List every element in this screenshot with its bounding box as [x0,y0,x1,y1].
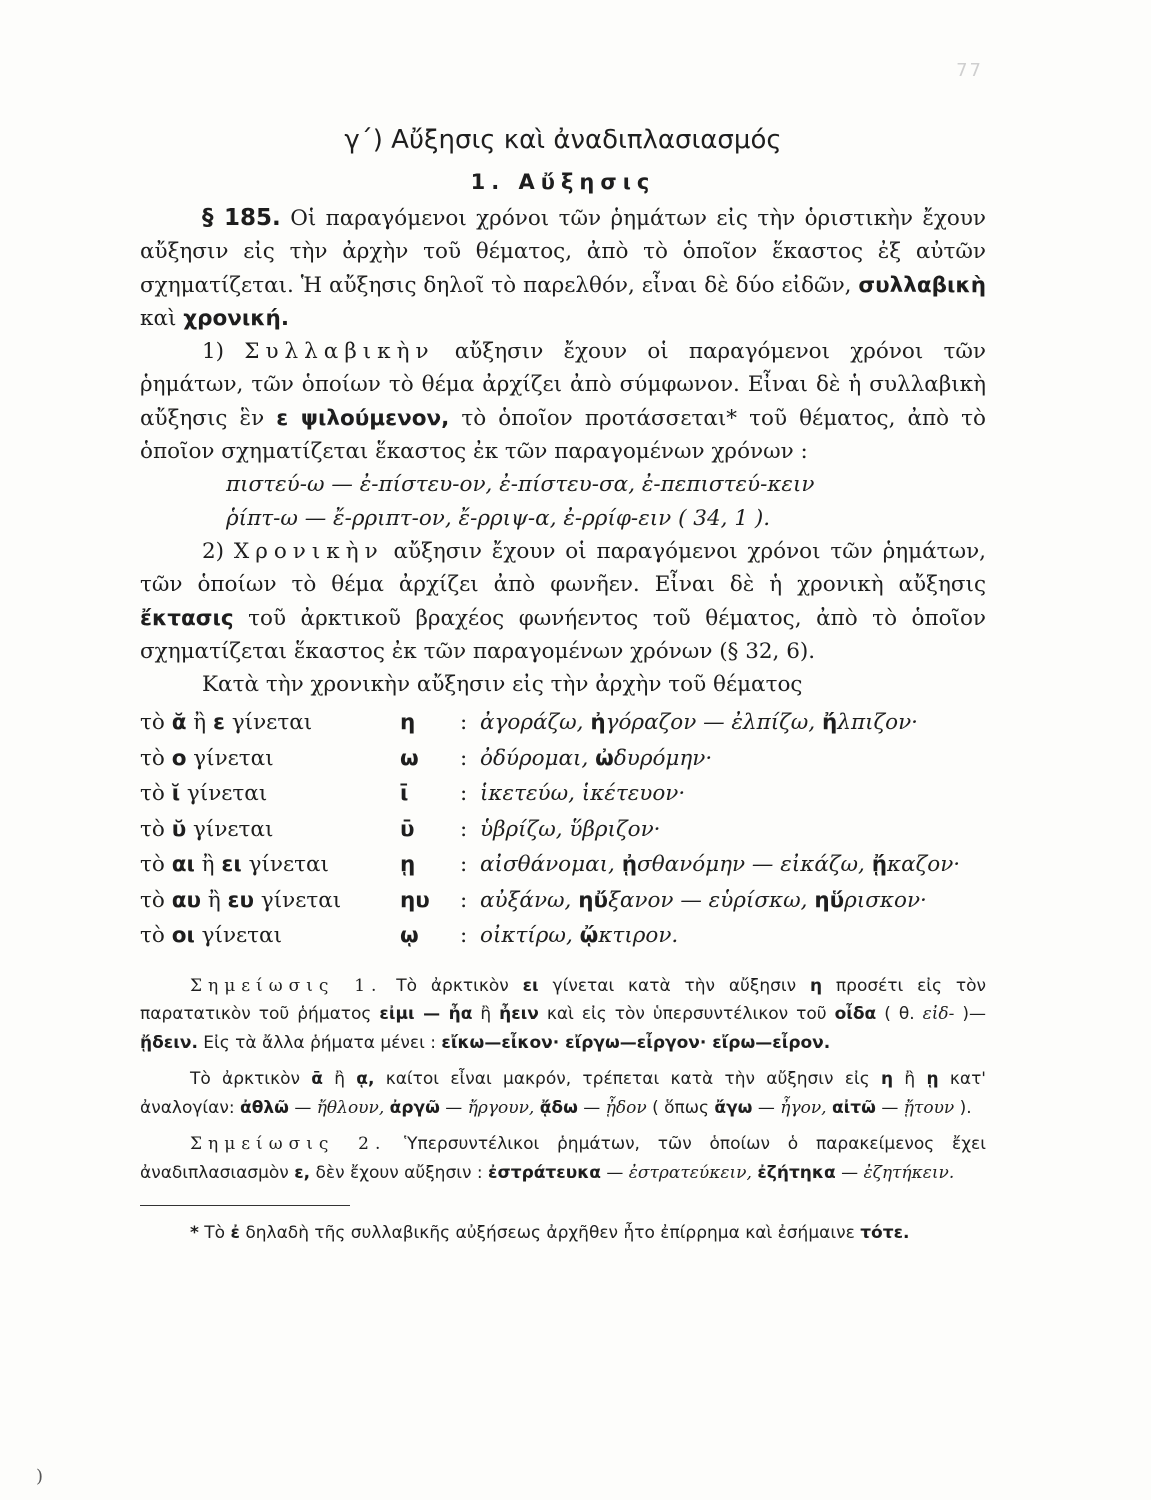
paragraph-185 [140,202,986,335]
page-number: 77 [956,60,983,81]
rule-intro: Κατὰ τὴν χρονικὴν αὔξησιν εἰς τὴν ἀρχὴν τοῦ θέματος [202,672,803,698]
item-number: 1) [202,339,245,365]
table-row [140,847,986,883]
paragraph-syllabic [140,335,986,468]
note-label: Σημείωσις 2. [190,1134,387,1155]
table-row [140,776,986,812]
term-syllabic: συλλαβικὴ [858,272,986,298]
example-line: πιστεύ-ω — ἐ-πίστευ-ον, ἐ-πίστευ-σα, ἐ-πεπιστεύ-κειν [226,472,815,498]
examples-syllabic [140,468,986,535]
colon: : [460,852,468,878]
colon: : [460,745,468,771]
vowel-cell: τὸ αυ ἢ ευ γίνεται [140,887,342,913]
example-cell: οἰκτίρω, ᾤκτιρον. [480,923,679,949]
table-row [140,741,986,777]
paragraph-temporal [140,535,986,668]
table-row [140,918,986,954]
term-temporal-spaced: Χρονικὴν [233,538,384,564]
period: . [280,305,290,331]
colon: : [460,781,468,807]
term-epsilon: ε ψιλούμενον, [276,405,450,431]
colon: : [460,923,468,949]
conjunction: καὶ [140,305,184,331]
term-syllabic-spaced: Συλλαβικὴν [244,339,435,365]
note-1-continued: Τὸ ἀρκτικὸν ᾱ ἢ ᾳ, καίτοι εἶναι μακρόν, τρέπεται κατὰ τὴν αὔξησιν εἰς η ἢ ῃ κατ' ἀναλογίαν: ἀθλῶ — ἤθλουν, ἀργῶ — ἤργουν, ᾄδω — ᾖδον ( ὅπως ἄγω — ἦγον, αἰτῶ — ᾔτουν ). [140,1069,986,1118]
example-cell: ὑβρίζω, ὕβριζον· [480,816,661,842]
term-temporal: χρονική [183,305,281,331]
paragraph-text: Οἱ παραγόμενοι χρόνοι τῶν ῥημάτων εἰς τὴν ὁριστικὴν ἔχουν αὔξησιν εἰς τὴν ἀρχὴν τοῦ θέματος, ἀπὸ τὸ ὁποῖον ἕκαστος ἐξ αὐτῶν σχηματίζεται. Ἡ αὔξησις δηλοῖ τὸ παρελθόν, εἶναι δὲ δύο εἰδῶν, [140,206,986,298]
vowel-cell: τὸ ο γίνεται [140,745,274,771]
paragraph-text: τοῦ ἀρκτικοῦ βραχέος φωνήεντος τοῦ θέματος, ἀπὸ τὸ ὁποῖον σχηματίζεται ἕκαστος ἐκ τῶν παραγομένων χρόνων (§ 32, 6). [140,605,986,664]
colon: : [460,887,468,913]
paragraph-text: τὸ ὁποῖον προτάσσεται* τοῦ θέματος, ἀπὸ τὸ ὁποῖον σχηματίζεται ἕκαστος ἐκ τῶν παραγομένων χρόνων : [140,405,986,465]
section-heading: 1. Αὔξησις [470,170,656,194]
result-cell: ῡ [400,816,415,842]
result-cell: ῳ [400,923,419,949]
item-number: 2) [202,538,234,564]
paragraph-text: αὔξησιν ἔχουν οἱ παραγόμενοι χρόνοι τῶν ῥημάτων, τῶν ὁποίων τὸ θέμα ἀρχίζει ἀπὸ φωνῆεν. Εἶναι δὲ ἡ χρονικὴ αὔξησις [140,538,986,598]
paragraph-number: § 185. [202,205,281,231]
example-cell: ὀδύρομαι, ὠδυρόμην· [480,745,713,771]
vowel-cell: τὸ αι ἢ ει γίνεται [140,852,329,878]
result-cell: η [400,710,416,736]
vowel-cell: τὸ ῐ γίνεται [140,781,268,807]
result-cell: ηυ [400,887,430,913]
colon: : [460,816,468,842]
corner-mark: ) [36,1466,44,1487]
text-column [140,118,986,1248]
note-2: Σημείωσις 2. Ὑπερσυντέλικοι ῥημάτων, τῶν ὁποίων ὁ παρακείμενος ἔχει ἀναδιπλασιασμὸν ε, δὲν ἔχουν αὔξησιν : ἐστράτευκα — ἐστρατεύκειν, ἐζήτηκα — ἐζητήκειν. [140,1134,986,1183]
example-cell: αἰσθάνομαι, ᾐσθανόμην — εἰκάζω, ᾔκαζον· [480,852,961,878]
note-label: Σημείωσις 1. [190,975,383,996]
table-row [140,812,986,848]
footnote-divider [140,1205,350,1206]
chapter-title: γ΄) Αὔξησις καὶ ἀναδιπλασιασμός [344,125,782,155]
augment-table [140,705,986,954]
footnote: * Τὸ ἐ δηλαδὴ τῆς συλλαβικῆς αὐξήσεως ἀρχῆθεν ἦτο ἐπίρρημα καὶ ἐσήμαινε τότε. [190,1223,910,1244]
colon: : [460,710,468,736]
notes [140,972,986,1188]
result-cell: ῑ [400,781,409,807]
example-cell: ἀγοράζω, ἠγόραζον — ἐλπίζω, ἤλπιζον· [480,710,919,736]
table-row [140,705,986,741]
vowel-cell: τὸ οι γίνεται [140,923,283,949]
table-row [140,883,986,919]
paragraph-text: αὔξησιν ἔχουν οἱ παραγόμενοι χρόνοι τῶν ῥημάτων, τῶν ὁποίων τὸ θέμα ἀρχίζει ἀπὸ σύμφωνον. Εἶναι δὲ ἡ συλλαβικὴ αὔξησις ἓν [140,339,987,431]
note-1: Σημείωσις 1. Τὸ ἀρκτικὸν ει γίνεται κατὰ τὴν αὔξησιν η προσέτι εἰς τὸν παρατατικὸν τοῦ ῥήματος εἰμι — ἦα ἢ ἦειν καὶ εἰς τὸν ὑπερσυντέλικον τοῦ οἶδα ( θ. εἰδ- )—ᾔδειν. Εἰς τὰ ἄλλα ῥήματα μένει : εἴκω—εἶκον· εἴργω—εἶργον· εἴρω—εἶρον. [140,975,986,1053]
example-cell: αὐξάνω, ηὔξανον — εὑρίσκω, ηὕρισκον· [480,887,927,913]
result-cell: ῃ [400,852,416,878]
vowel-cell: τὸ ῠ γίνεται [140,816,274,842]
term-extension: ἔκτασις [140,605,234,631]
example-line: ῥίπτ-ω — ἔ-ρριπτ-ον, ἔ-ρριψ-α, ἐ-ρρίφ-ειν ( 34, 1 ). [226,505,771,531]
vowel-cell: τὸ ᾰ ἢ ε γίνεται [140,710,313,736]
example-cell: ἱκετεύω, ἱκέτευον· [480,781,686,807]
result-cell: ω [400,745,419,771]
